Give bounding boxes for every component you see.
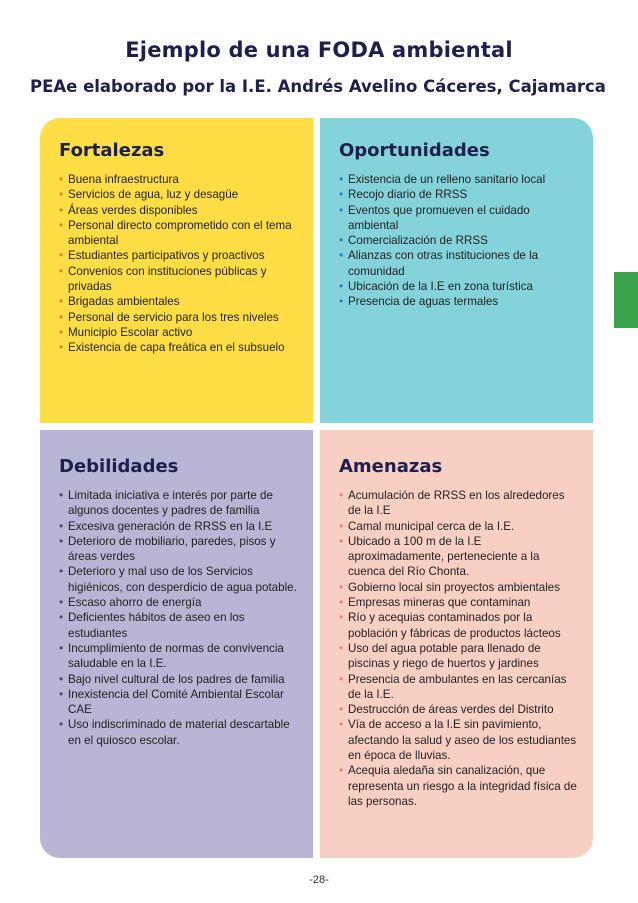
list-item-text: Río y acequias contaminados por la población y fábricas de productos lácteos — [348, 611, 561, 640]
list-item-text: Existencia de capa freática en el subsuelo — [68, 341, 285, 355]
list-item — [339, 203, 579, 234]
list-item-text: Uso del agua potable para llenado de piscinas y riego de huertos y jardines — [348, 641, 541, 671]
bullet-icon: • — [59, 202, 64, 217]
item-list — [339, 488, 579, 809]
list-item-text: Personal directo comprometido con el tema ambiental — [68, 218, 292, 248]
quadrant-heading: Amenazas — [339, 456, 443, 477]
bullet-icon: • — [59, 340, 64, 355]
list-item — [59, 172, 299, 187]
bullet-icon: • — [339, 763, 344, 778]
bullet-icon: • — [59, 518, 64, 533]
list-item-text: Bajo nivel cultural de los padres de familia — [68, 672, 285, 686]
list-item-text: Ubicado a 100 m de la I.E aproximadamente, perteneciente a la cuenca del Río Chonta. — [348, 534, 540, 579]
bullet-icon: • — [59, 488, 64, 502]
list-item — [339, 702, 579, 717]
list-item — [339, 488, 579, 519]
list-item — [339, 641, 579, 672]
bullet-icon: • — [339, 533, 344, 548]
bullet-icon: • — [339, 279, 344, 294]
list-item-text: Deterioro y mal uso de los Servicios higiénicos, con desperdicio de agua potable. — [68, 565, 297, 594]
bullet-icon: • — [59, 187, 64, 202]
bullet-icon: • — [59, 248, 64, 263]
list-item-text: Deficientes hábitos de aseo en los estudiantes — [68, 611, 245, 640]
list-item — [59, 310, 299, 325]
list-item-text: Áreas verdes disponibles — [68, 203, 198, 217]
bullet-icon: • — [339, 717, 344, 732]
list-item — [339, 233, 579, 248]
list-item-text: Comercialización de RRSS — [348, 234, 488, 248]
list-item — [339, 519, 579, 534]
quadrant-debilidades — [40, 430, 313, 858]
bullet-icon: • — [339, 579, 344, 594]
bullet-icon: • — [59, 671, 64, 686]
list-item-text: Personal de servicio para los tres niveles — [68, 310, 279, 324]
quadrant-fortalezas — [40, 118, 313, 423]
bullet-icon: • — [339, 610, 344, 625]
bullet-icon: • — [339, 595, 344, 610]
list-item-text: Estudiantes participativos y proactivos — [68, 249, 265, 263]
page-title: Ejemplo de una FODA ambiental — [125, 38, 513, 62]
quadrant-heading: Oportunidades — [339, 140, 490, 161]
list-item-text: Inexistencia del Comité Ambiental Escolar CAE — [68, 687, 284, 717]
page-number: -28- — [309, 874, 329, 886]
list-item — [339, 717, 579, 763]
list-item-text: Convenios con instituciones públicas y privadas — [68, 264, 267, 294]
bullet-icon: • — [339, 518, 344, 533]
bullet-icon: • — [59, 533, 64, 548]
list-item — [59, 564, 299, 595]
list-item — [59, 264, 299, 295]
list-item — [59, 203, 299, 218]
bullet-icon: • — [339, 702, 344, 717]
page-subtitle: PEAe elaborado por la I.E. Andrés Avelino Cáceres, Cajamarca — [30, 77, 606, 96]
list-item-text: Vía de acceso a la I.E sin pavimiento, afectando la salud y aseo de los estudiantes en época de lluvias. — [348, 718, 577, 763]
bullet-icon: • — [339, 202, 344, 217]
bullet-icon: • — [339, 488, 344, 502]
list-item — [59, 717, 299, 748]
bullet-icon: • — [59, 595, 64, 610]
section-tab-marker — [614, 272, 638, 328]
list-item — [339, 172, 579, 187]
bullet-icon: • — [59, 324, 64, 339]
list-item-text: Servicios de agua, luz y desagüe — [68, 188, 239, 202]
list-item — [59, 325, 299, 340]
list-item-text: Acumulación de RRSS en los alrededores de la I.E — [348, 489, 565, 518]
bullet-icon: • — [59, 686, 64, 701]
list-item — [59, 610, 299, 641]
bullet-icon: • — [339, 187, 344, 202]
bullet-icon: • — [59, 717, 64, 732]
bullet-icon: • — [59, 309, 64, 324]
list-item — [339, 534, 579, 580]
list-item-text: Ubicación de la I.E en zona turística — [348, 280, 533, 294]
list-item — [59, 488, 299, 519]
list-item — [59, 519, 299, 534]
list-item-text: Incumplimiento de normas de convivencia saludable en la I.E. — [68, 641, 284, 671]
bullet-icon: • — [59, 294, 64, 309]
item-list — [59, 488, 299, 748]
bullet-icon: • — [339, 172, 344, 186]
list-item — [339, 595, 579, 610]
list-item-text: Alianzas con otras instituciones de la comunidad — [348, 249, 539, 278]
quadrant-oportunidades — [320, 118, 593, 423]
list-item-text: Uso indiscriminado de material descartable en el quiosco escolar. — [68, 718, 290, 747]
list-item-text: Presencia de aguas termales — [348, 295, 499, 309]
list-item-text: Camal municipal cerca de la I.E. — [348, 519, 515, 533]
list-item-text: Acequia aledaña sin canalización, que representa un riesgo a la integridad física de las personas. — [348, 764, 577, 808]
list-item — [339, 187, 579, 202]
list-item — [339, 672, 579, 703]
bullet-icon: • — [339, 671, 344, 686]
item-list — [59, 172, 299, 356]
list-item-text: Limitada iniciativa e interés por parte de algunos docentes y padres de familia — [68, 489, 273, 518]
quadrant-amenazas — [320, 430, 593, 858]
list-item-text: Presencia de ambulantes en las cercanías de la I.E. — [348, 672, 567, 701]
bullet-icon: • — [339, 248, 344, 263]
list-item — [59, 534, 299, 565]
list-item — [59, 294, 299, 309]
bullet-icon: • — [339, 294, 344, 309]
quadrant-heading: Fortalezas — [59, 140, 165, 161]
bullet-icon: • — [59, 217, 64, 232]
list-item-text: Existencia de un relleno sanitario local — [348, 173, 546, 186]
list-item-text: Gobierno local sin proyectos ambientales — [348, 580, 561, 594]
list-item-text: Deterioro de mobiliario, paredes, pisos y áreas verdes — [68, 534, 276, 564]
list-item — [59, 672, 299, 687]
list-item-text: Municipio Escolar activo — [68, 325, 193, 339]
list-item — [59, 187, 299, 202]
list-item-text: Destrucción de áreas verdes del Distrito — [348, 703, 554, 717]
list-item — [59, 248, 299, 263]
list-item-text: Excesiva generación de RRSS en la I.E — [68, 519, 273, 533]
bullet-icon: • — [59, 263, 64, 278]
item-list — [339, 172, 579, 310]
bullet-icon: • — [59, 172, 64, 186]
list-item-text: Escaso ahorro de energía — [68, 596, 202, 610]
list-item — [59, 687, 299, 718]
bullet-icon: • — [339, 640, 344, 655]
bullet-icon: • — [59, 610, 64, 625]
list-item — [339, 294, 579, 309]
list-item-text: Empresas mineras que contaminan — [348, 596, 531, 610]
list-item — [339, 610, 579, 641]
list-item — [339, 248, 579, 279]
list-item-text: Eventos que promueven el cuidado ambiental — [348, 203, 530, 232]
bullet-icon: • — [59, 640, 64, 655]
list-item — [339, 763, 579, 809]
list-item — [59, 340, 299, 355]
quadrant-heading: Debilidades — [59, 456, 179, 477]
list-item — [339, 580, 579, 595]
bullet-icon: • — [59, 564, 64, 579]
list-item — [59, 641, 299, 672]
list-item-text: Recojo diario de RRSS — [348, 188, 468, 202]
list-item — [59, 595, 299, 610]
list-item — [59, 218, 299, 249]
list-item — [339, 279, 579, 294]
list-item-text: Buena infraestructura — [68, 173, 179, 186]
list-item-text: Brigadas ambientales — [68, 295, 180, 309]
bullet-icon: • — [339, 233, 344, 248]
